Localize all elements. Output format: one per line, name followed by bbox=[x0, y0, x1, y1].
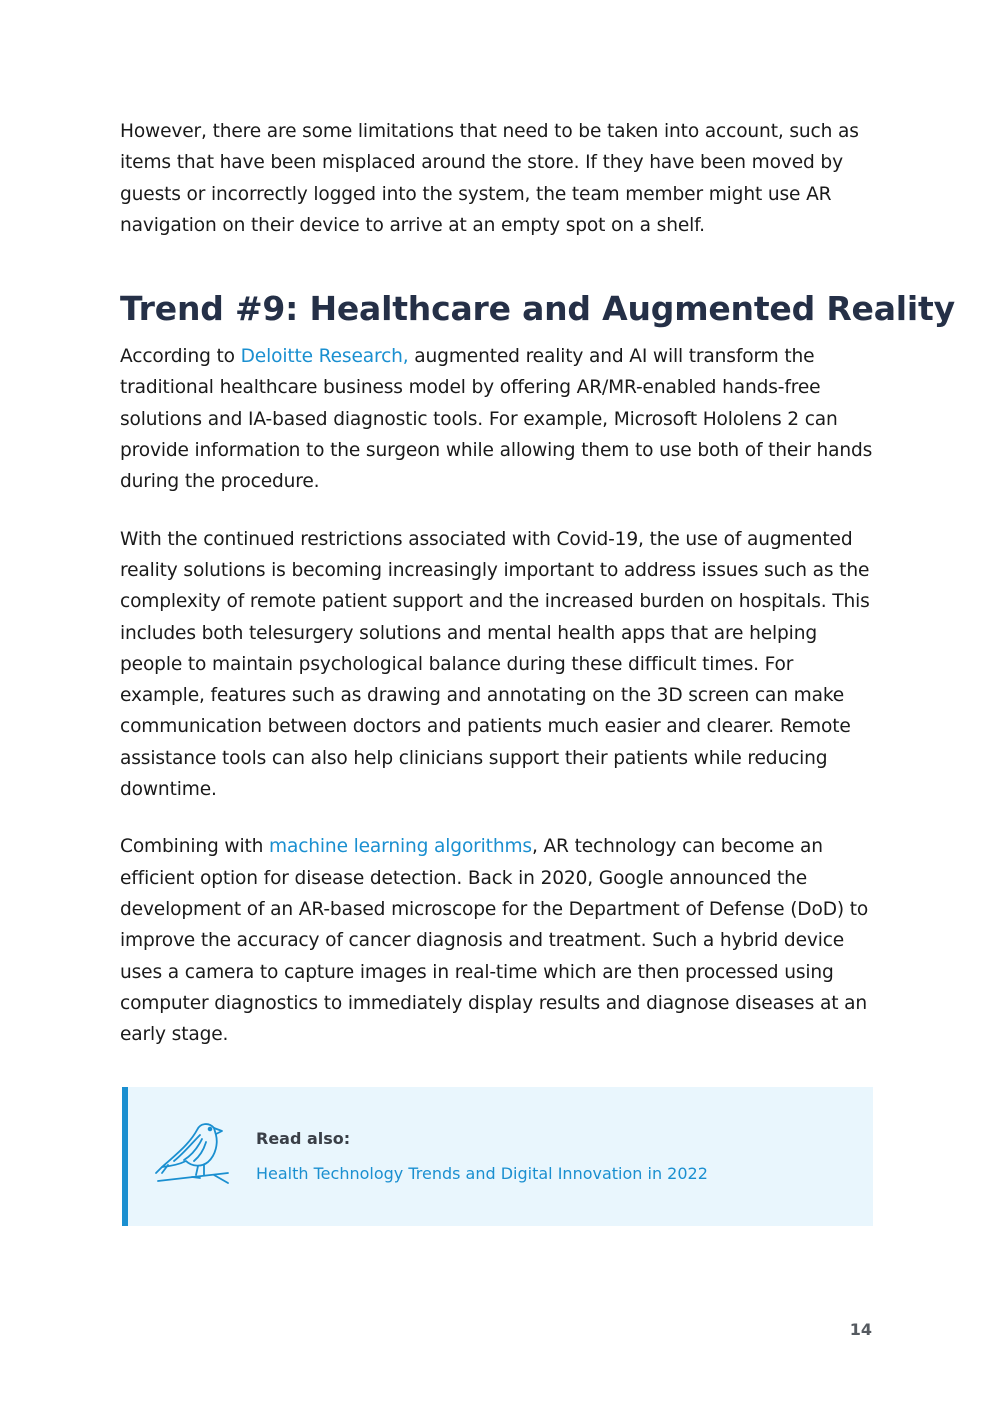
callout-article-link[interactable]: Health Technology Trends and Digital Innovation in 2022 bbox=[256, 1164, 708, 1183]
paragraph-text: According to bbox=[120, 346, 241, 368]
callout-title: Read also: bbox=[256, 1129, 351, 1148]
deloitte-research-link[interactable]: Deloitte Research, bbox=[240, 346, 409, 368]
paragraph-covid: With the continued restrictions associated with Covid-19, the use of augmented reality solutions is becoming increasingly important to address issues such as the complexity of remote patient support and the increased burden on hospitals. This includes both telesurgery solutions and mental health apps that are helping people to maintain psychological balance during these difficult times. For example, features such as drawing and annotating on the 3D screen can make communication between doctors and patients much easier and clearer. Remote assistance tools can also help clinicians support their patients while reducing downtime. bbox=[120, 528, 870, 801]
paragraph-text: , AR technology can become an efficient option for disease detection. Back in 2020, Google announced the development of an AR-based microscope for the Department of Defense (DoD) to improve the accuracy of cancer diagnosis and treatment. Such a hybrid device uses a camera to capture images in real-time which are then processed using computer diagnostics to immediately display results and diagnose diseases at an early stage. bbox=[120, 836, 869, 1046]
machine-learning-link[interactable]: machine learning algorithms bbox=[269, 836, 532, 858]
document-body bbox=[120, 116, 955, 1076]
section-heading: Trend #9: Healthcare and Augmented Reality bbox=[120, 289, 955, 329]
paragraph-deloitte bbox=[120, 341, 875, 497]
read-also-callout bbox=[122, 1087, 873, 1226]
page-number: 14 bbox=[849, 1320, 872, 1339]
paragraph-machine-learning bbox=[120, 831, 875, 1050]
paragraph-text: augmented reality and AI will transform the traditional healthcare business model by offering AR/MR-enabled hands-free solutions and IA-based diagnostic tools. For example, Microsoft Hololens 2 can provide information to the surgeon while allowing them to use both of their hands during the procedure. bbox=[120, 346, 873, 493]
bird-icon bbox=[154, 1115, 238, 1195]
paragraph-store-limitations: However, there are some limitations that need to be taken into account, such as items that have been misplaced around the store. If they have been moved by guests or incorrectly logged into the system, the team member might use AR navigation on their device to arrive at an empty spot on a shelf. bbox=[120, 121, 859, 236]
paragraph-text: Combining with bbox=[120, 836, 269, 858]
